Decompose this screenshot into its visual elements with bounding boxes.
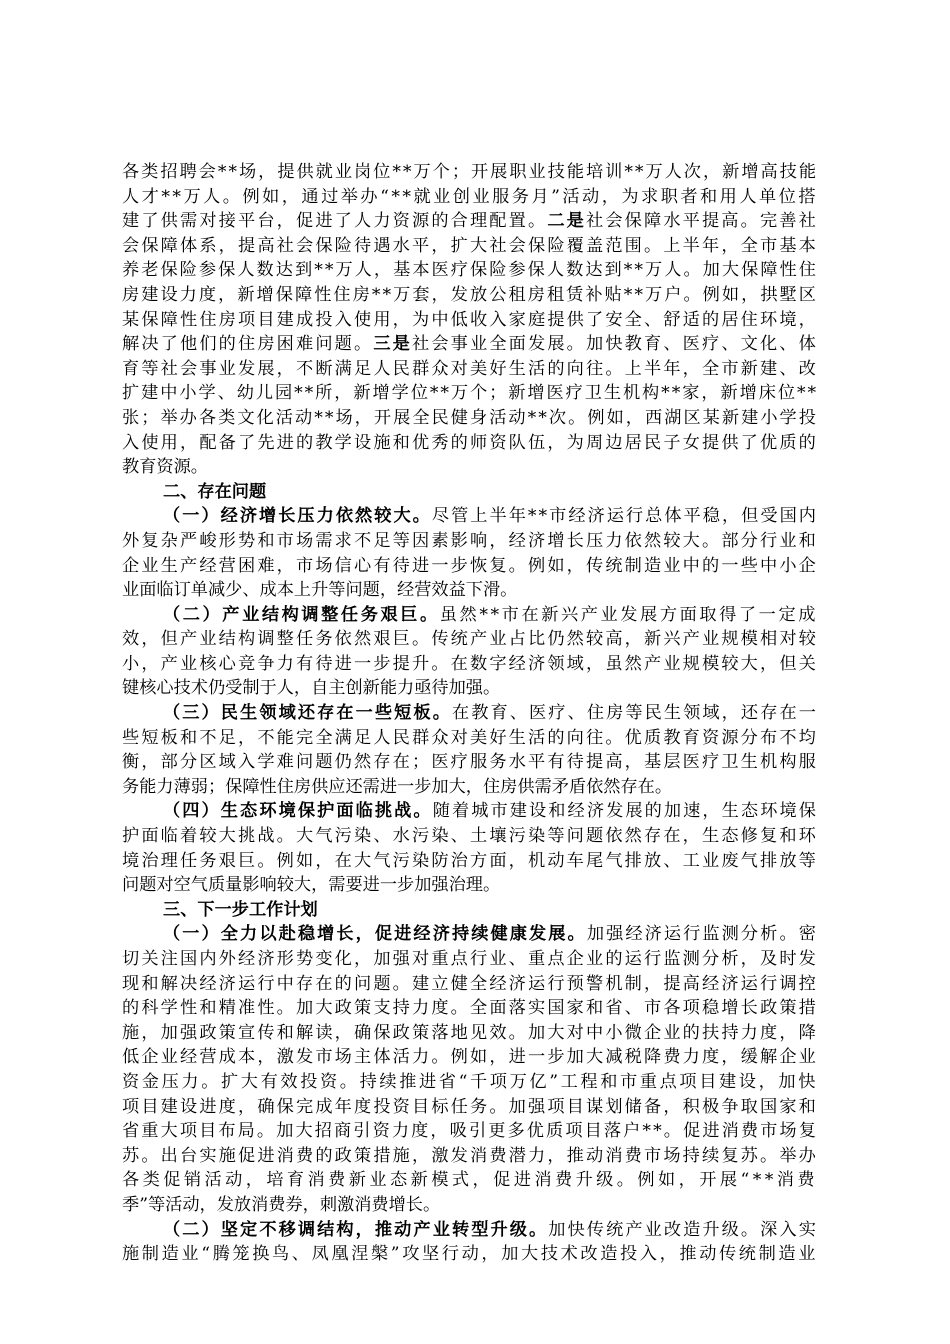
text-line: 外复杂严峻形势和市场需求不足等因素影响，经济增长压力依然较大。部分行业和 bbox=[122, 530, 818, 551]
text-line bbox=[122, 799, 818, 824]
paragraph-employment-social bbox=[122, 160, 818, 480]
text-line: 些短板和不足，不能完全满足人民群众对美好生活的向往。优质教育资源分布不均 bbox=[122, 727, 818, 748]
text-line: 施，加强政策宣传和解读，确保政策落地见效。加大对中小微企业的扶持力度，降 bbox=[122, 1022, 818, 1043]
text-line: 业面临订单减少、成本上升等问题，经营效益下滑。 bbox=[122, 580, 518, 601]
text-line: 现和解决经济运行中存在的问题。建立健全经济运行预警机制，提高经济运行调控 bbox=[122, 973, 818, 994]
problem-item-2 bbox=[122, 603, 818, 701]
text-line bbox=[122, 504, 818, 529]
plan-item-2 bbox=[122, 1218, 818, 1267]
text-line: 省重大项目布局。加大招商引资力度，吸引更多优质项目落户**。促进消费市场复 bbox=[122, 1121, 818, 1142]
text-fragment: 加快传统产业改造升级。深入实 bbox=[548, 1219, 818, 1240]
problem-item-3 bbox=[122, 701, 818, 799]
section-heading-problems: 二、存在问题 bbox=[163, 481, 267, 502]
text-line: 项目建设进度，确保完成年度投资目标任务。加强项目谋划储备，积极争取国家和 bbox=[122, 1096, 818, 1117]
text-line: 各类招聘会**场，提供就业岗位**万个；开展职业技能培训**万人次，新增高技能 bbox=[122, 162, 818, 182]
plan-item-1 bbox=[122, 922, 818, 1217]
text-line: 养老保险参保人数达到**万人，基本医疗保险参保人数达到**万人。加大保障性住 bbox=[122, 260, 818, 281]
text-line: 人才**万人。例如，通过举办“**就业创业服务月”活动，为求职者和用人单位搭 bbox=[122, 186, 818, 207]
text-line bbox=[122, 603, 818, 628]
text-fragment: 社会事业全面发展。加快教育、医疗、文化、体 bbox=[412, 334, 818, 355]
document-page bbox=[122, 160, 818, 1267]
text-line: 护面临着较大挑战。大气污染、水污染、土壤污染等问题依然存在，生态修复和环 bbox=[122, 826, 818, 847]
section-heading-next-steps: 三、下一步工作计划 bbox=[163, 899, 318, 920]
text-line: 企业生产经营困难，市场信心有待进一步恢复。例如，传统制造业中的一些中小企 bbox=[122, 555, 818, 576]
text-line bbox=[122, 332, 818, 357]
item-title: （三）民生领域还存在一些短板。 bbox=[163, 703, 452, 724]
text-fragment: 在教育、医疗、住房等民生领域，还存在一 bbox=[451, 703, 818, 724]
text-line: 各类促销活动，培育消费新业态新模式，促进消费升级。例如，开展“**消费 bbox=[122, 1170, 818, 1191]
text-line: 小，产业核心竞争力有待进一步提升。在数字经济领域，虽然产业规模较大，但关 bbox=[122, 653, 818, 674]
text-fragment: 尽管上半年**市经济运行总体平稳，但受国内 bbox=[431, 506, 818, 527]
text-line: 季”等活动，发放消费券，刺激消费增长。 bbox=[122, 1194, 441, 1215]
text-fragment: 加强经济运行监测分析。密 bbox=[586, 924, 818, 945]
bold-marker: 三是 bbox=[373, 334, 412, 355]
text-fragment: 社会保障水平提高。完善社 bbox=[585, 211, 818, 232]
text-line: 房建设力度，新增保障性住房**万套，发放公租房租赁补贴**万户。例如，拱墅区 bbox=[122, 284, 818, 305]
text-line: 低企业经营成本，激发市场主体活力。例如，进一步加大减税降费力度，缓解企业 bbox=[122, 1047, 818, 1068]
text-line: 务能力薄弱；保障性住房供应还需进一步加大，住房供需矛盾依然存在。 bbox=[122, 776, 673, 797]
text-line: 境治理任务艰巨。例如，在大气污染防治方面，机动车尾气排放、工业废气排放等 bbox=[122, 850, 818, 871]
text-line bbox=[122, 701, 818, 726]
problem-item-4 bbox=[122, 799, 818, 897]
text-line: 衡，部分区域入学难问题仍然存在；医疗服务水平有待提高，基层医疗卫生机构服 bbox=[122, 752, 818, 773]
bold-marker: 二是 bbox=[547, 211, 586, 232]
text-line: 施制造业“腾笼换鸟、凤凰涅槃”攻坚行动，加大技术改造投入，推动传统制造业 bbox=[122, 1244, 818, 1265]
text-fragment: 建了供需对接平台，促进了人力资源的合理配置。 bbox=[122, 211, 548, 232]
text-line: 效，但产业结构调整任务依然艰巨。传统产业占比仍然较高，新兴产业规模相对较 bbox=[122, 629, 818, 650]
text-line: 某保障性住房项目建成投入使用，为中低收入家庭提供了安全、舒适的居住环境， bbox=[122, 309, 818, 330]
text-line: 的科学性和精准性。加大政策支持力度。全面落实国家和省、市各项稳增长政策措 bbox=[122, 998, 818, 1019]
text-fragment: 虽然**市在新兴产业发展方面取得了一定成 bbox=[439, 604, 818, 625]
item-title: （一）经济增长压力依然较大。 bbox=[163, 506, 432, 527]
text-line: 教育资源。 bbox=[122, 457, 208, 478]
problem-item-1 bbox=[122, 504, 818, 602]
text-line bbox=[122, 1218, 818, 1243]
text-line: 张；举办各类文化活动**场，开展全民健身活动**次。例如，西湖区某新建小学投 bbox=[122, 407, 818, 428]
text-line: 会保障体系，提高社会保险待遇水平，扩大社会保险覆盖范围。上半年，全市基本 bbox=[122, 235, 818, 256]
text-line: 育等社会事业发展，不断满足人民群众对美好生活的向往。上半年，全市新建、改 bbox=[122, 358, 818, 379]
text-line: 苏。出台实施促进消费的政策措施，激发消费潜力，推动消费市场持续复苏。举办 bbox=[122, 1145, 818, 1166]
text-line: 扩建中小学、幼儿园**所，新增学位**万个；新增医疗卫生机构**家，新增床位** bbox=[122, 383, 818, 404]
item-title: （一）全力以赴稳增长，促进经济持续健康发展。 bbox=[163, 924, 587, 945]
text-fragment: 随着城市建设和经济发展的加速，生态环境保 bbox=[432, 801, 818, 822]
text-fragment: 解决了他们的住房困难问题。 bbox=[122, 334, 374, 355]
text-line: 资金压力。扩大有效投资。持续推进省“千项万亿”工程和市重点项目建设，加快 bbox=[122, 1071, 818, 1092]
item-title: （四）生态环境保护面临挑战。 bbox=[163, 801, 433, 822]
text-line bbox=[122, 922, 818, 947]
item-title: （二）产业结构调整任务艰巨。 bbox=[163, 604, 440, 625]
text-line bbox=[122, 209, 818, 234]
text-line: 键核心技术仍受制于人，自主创新能力亟待加强。 bbox=[122, 678, 501, 699]
item-title: （二）坚定不移调结构，推动产业转型升级。 bbox=[163, 1219, 549, 1240]
text-line: 问题对空气质量影响较大，需要进一步加强治理。 bbox=[122, 875, 501, 896]
text-line: 切关注国内外经济形势变化，加强对重点行业、重点企业的运行监测分析，及时发 bbox=[122, 949, 818, 969]
text-line: 入使用，配备了先进的教学设施和优秀的师资队伍，为周边居民子女提供了优质的 bbox=[122, 432, 818, 453]
